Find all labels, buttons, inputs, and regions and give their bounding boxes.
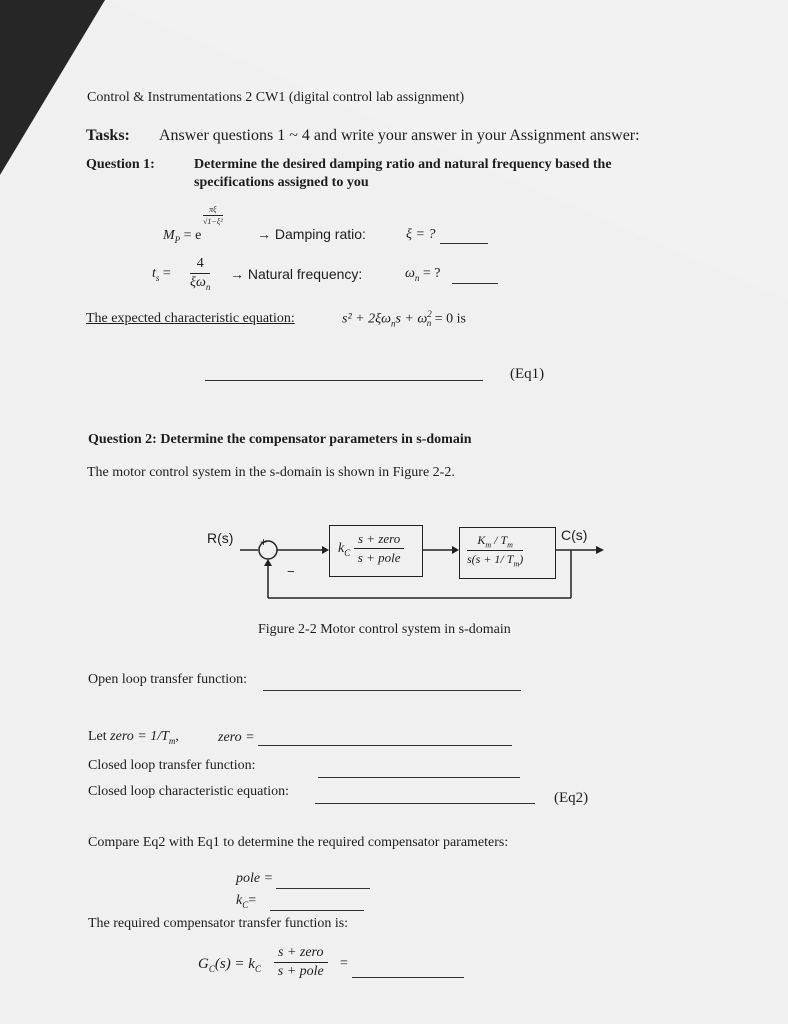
gc-formula-lhs: $G_C(s) = k_C$ <box>198 956 261 974</box>
mp-formula: $M_P = e$ <box>163 228 202 245</box>
closed-loop-char-answer-blank[interactable] <box>315 803 535 804</box>
question-1-label: Question 1: <box>86 157 155 172</box>
pole-equals-label: pole = <box>236 871 274 886</box>
output-signal-label: C(s) <box>561 527 588 543</box>
kc-answer-blank[interactable] <box>270 910 364 911</box>
mp-exponent: $\frac{\pi\xi}{\text{√1−ξ²}}$ <box>203 205 223 226</box>
open-loop-label: Open loop transfer function: <box>88 672 248 687</box>
summing-plus-sign: + <box>260 535 268 549</box>
pole-answer-blank[interactable] <box>276 888 370 889</box>
natural-frequency-value: $\omega_n$ = ? <box>405 266 441 283</box>
tasks-text: Answer questions 1 ~ 4 and write your answer in your Assignment answer: <box>159 127 640 144</box>
figure-caption: Figure 2-2 Motor control system in s-domain <box>258 622 511 637</box>
gc-answer-blank[interactable] <box>352 977 464 978</box>
closed-loop-tf-answer-blank[interactable] <box>318 777 520 778</box>
expected-characteristic-equation: $s^2 + 2\xi\omega_ns + \omega^2_n = 0$ is <box>342 309 466 329</box>
kc-equals-label: $k_C=$ <box>236 893 257 910</box>
open-loop-answer-blank[interactable] <box>263 690 521 691</box>
tasks-label: Tasks: <box>86 127 130 144</box>
gc-fraction: s + zero s + pole <box>274 945 328 980</box>
damping-ratio-label: → Damping ratio: <box>257 226 366 242</box>
question-2-title: Question 2: Determine the compensator parameters in s-domain <box>88 432 472 447</box>
compare-instruction: Compare Eq2 with Eq1 to determine the required compensator parameters: <box>88 835 509 850</box>
expected-characteristic-label: The expected characteristic equation: <box>86 311 295 326</box>
damping-ratio-value: ξ = ? <box>406 227 436 242</box>
gc-equals-sign: = <box>340 956 348 971</box>
question-2-description: The motor control system in the s-domain is shown in Figure 2-2. <box>87 465 455 480</box>
eq1-tag: (Eq1) <box>510 366 545 382</box>
ts-fraction: 4 $\xi\omega_n$ <box>190 256 211 292</box>
question-1-text-line1: Determine the desired damping ratio and natural frequency based the <box>194 157 612 172</box>
natural-frequency-label: → Natural frequency: <box>230 266 363 282</box>
question-1-text-line2: specifications assigned to you <box>194 175 369 190</box>
compensator-fraction: s + zero s + pole <box>354 531 404 566</box>
ts-formula-lhs: $t_s$ = <box>152 266 171 283</box>
closed-loop-char-label: Closed loop characteristic equation: <box>88 784 289 799</box>
plant-fraction: $\frac{K_m / T_m}{s(s + 1/ T_m)}$ <box>467 533 524 569</box>
required-compensator-label: The required compensator transfer function is: <box>88 916 349 931</box>
summing-minus-sign: − <box>287 564 295 579</box>
let-zero-statement: Let zero = $1/T_m$, <box>88 729 179 746</box>
input-signal-label: R(s) <box>207 530 234 546</box>
zero-equals-label: zero = <box>218 730 255 745</box>
document-header: Control & Instrumentations 2 CW1 (digital control lab assignment) <box>87 90 465 105</box>
zero-answer-blank[interactable] <box>258 745 512 746</box>
compensator-gain: $k_C$ <box>338 541 351 558</box>
closed-loop-tf-label: Closed loop transfer function: <box>88 758 256 773</box>
eq2-tag: (Eq2) <box>554 790 589 806</box>
